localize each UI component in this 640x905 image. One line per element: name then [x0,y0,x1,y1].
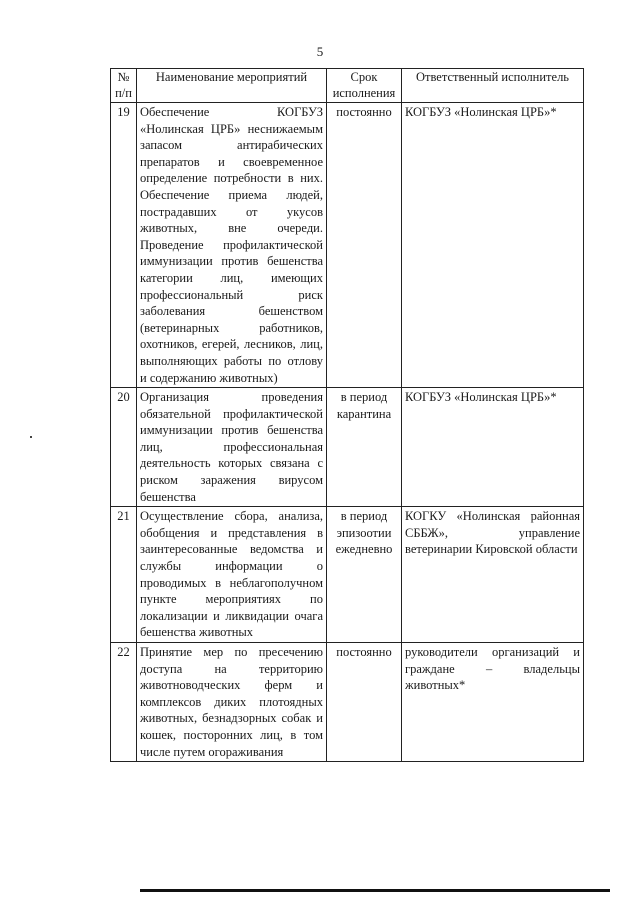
measure-responsible: КОГБУЗ «Нолинская ЦРБ»* [402,388,584,507]
measure-responsible: руководители организаций и граждане – владельцы животных* [402,643,584,762]
measure-term: в период карантина [327,388,402,507]
row-number: 21 [111,507,137,643]
header-num: № п/п [111,69,137,103]
scan-speck [30,436,32,438]
header-responsible: Ответственный исполнитель [402,69,584,103]
page-number: 5 [316,44,324,59]
table-row [111,388,584,507]
measure-name: Организация проведения обязательной профилактической иммунизации против бешенства лиц, профессиональная деятельность которых связана с риском заражения вирусом бешенства [137,388,327,507]
row-number: 22 [111,643,137,762]
table-row [111,103,584,388]
row-number: 20 [111,388,137,507]
measure-name: Обеспечение КОГБУЗ «Нолинская ЦРБ» неснижаемым запасом антирабических препаратов и своевременное определение потребности в них. Обеспечение приема людей, пострадавших от укусов животных, вне очереди. Проведение профилактической иммунизации против бешенства категории лиц, имеющих профессиональный риск заболевания бешенством (ветеринарных работников, охотников, егерей, лесников, лиц, выполняющих работы по отлову и содержанию животных) [137,103,327,388]
measure-name: Осуществление сбора, анализа, обобщения и представления в заинтересованные ведомства и службы информации о проводимых в неблагополучном пункте мероприятиях по локализации и ликвидации очага бешенства животных [137,507,327,643]
measure-responsible: КОГБУЗ «Нолинская ЦРБ»* [402,103,584,388]
header-name: Наименование мероприятий [137,69,327,103]
measure-term: в период эпизоотии ежедневно [327,507,402,643]
measure-name: Принятие мер по пресечению доступа на территорию животноводческих ферм и комплексов диких плотоядных животных, безнадзорных собак и кошек, посторонних лиц, в том числе путем огораживания [137,643,327,762]
measures-table [110,68,584,762]
row-number: 19 [111,103,137,388]
header-term: Срок исполнения [327,69,402,103]
measure-term: постоянно [327,643,402,762]
measure-responsible: КОГКУ «Нолинская районная СББЖ», управление ветеринарии Кировской области [402,507,584,643]
table-row [111,643,584,762]
footer-rule [140,889,610,892]
table-header-row [111,69,584,103]
table-row [111,507,584,643]
measure-term: постоянно [327,103,402,388]
